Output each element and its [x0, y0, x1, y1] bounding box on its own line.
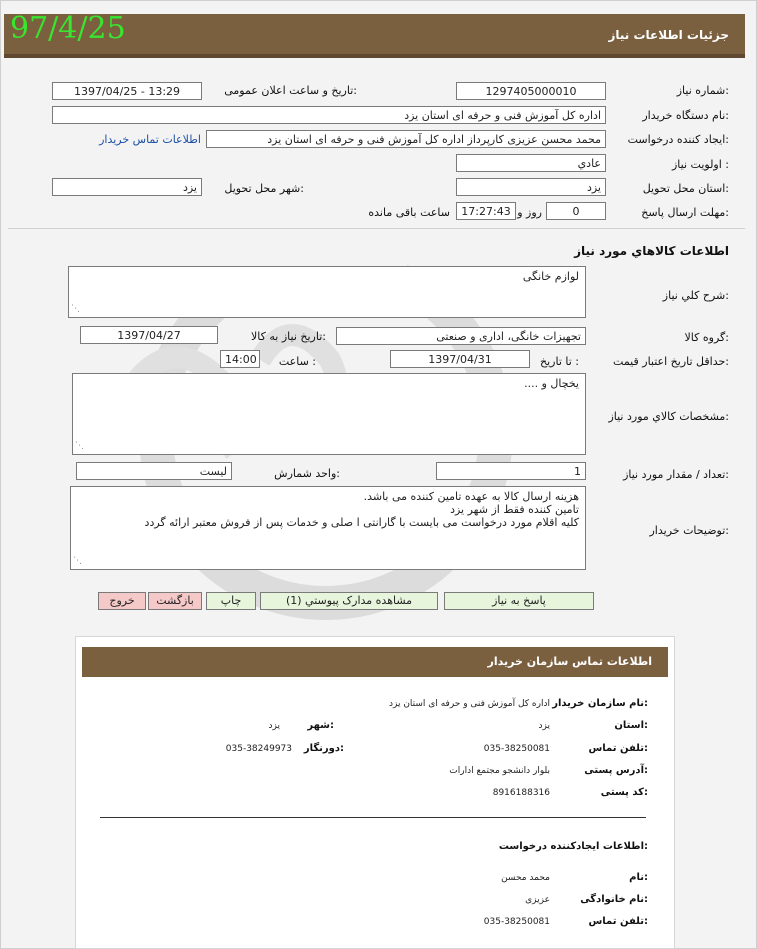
buyer-org-label: نام دستگاه خریدار: [642, 109, 729, 122]
goods-section-title: اطلاعات کالاهاي مورد نياز [574, 244, 729, 258]
card-city-value: یزد [268, 721, 280, 731]
qty-label: تعداد / مقدار مورد نیاز: [623, 468, 729, 481]
name-value: محمد محسن [501, 873, 550, 883]
contact-card-title: اطلاعات تماس سازمان خریدار [487, 655, 652, 668]
time-left-field[interactable]: 17:27:43 [456, 202, 516, 220]
buyer-org-field[interactable]: اداره کل آموزش فنی و حرفه ای استان یزد [52, 106, 606, 124]
contact-card-header [82, 647, 668, 677]
until-date-field[interactable]: 1397/04/31 [390, 350, 530, 368]
org-value: اداره کل آموزش فنی و حرفه ای استان یزد [388, 699, 550, 709]
unit-field[interactable]: لیست [76, 462, 232, 480]
print-button[interactable]: چاپ [206, 592, 256, 610]
time-left-label: ساعت باقی مانده [368, 206, 450, 219]
exit-button[interactable]: خروج [98, 592, 146, 610]
contact-info-link[interactable]: اطلاعات تماس خریدار [99, 133, 201, 146]
card-phone-label: تلفن تماس: [588, 743, 648, 754]
resize-grip-icon[interactable]: ⋰ [75, 441, 84, 451]
need-date-label: تاریخ نیاز به کالا: [251, 330, 326, 343]
reply-button[interactable]: پاسخ به نیاز [444, 592, 594, 610]
priority-label: اولویت نیاز : [671, 158, 729, 171]
card-province-label: استان: [614, 720, 648, 731]
contact-card [75, 636, 675, 949]
card-divider [100, 817, 646, 818]
date-stamp: 97/4/25 [10, 11, 126, 46]
back-button[interactable]: بازگشت [148, 592, 202, 610]
resize-grip-icon[interactable]: ⋰ [71, 304, 80, 314]
notes-line-2: تامین کننده فقط از شهر یزد [450, 503, 579, 516]
creator-phone-value: 035-38250081 [483, 917, 550, 927]
resize-grip-icon[interactable]: ⋰ [73, 556, 82, 566]
unit-label: واحد شمارش: [274, 467, 340, 480]
family-label: نام خانوادگی: [580, 894, 648, 905]
notes-line-1: هزینه ارسال کالا به عهده تامین کننده می باشد. [363, 490, 579, 503]
creator-label: ایجاد کننده درخواست: [627, 133, 729, 146]
card-province-value: یزد [538, 721, 550, 731]
view-docs-button[interactable]: مشاهده مدارک پیوستي (1) [260, 592, 438, 610]
address-label: آدرس پستی: [584, 765, 648, 776]
desc-textarea[interactable] [68, 266, 586, 318]
city-field[interactable]: یزد [52, 178, 202, 196]
qty-field[interactable]: 1 [436, 462, 586, 480]
postal-value: 8916188316 [492, 788, 550, 798]
announce-label: تاریخ و ساعت اعلان عمومی: [224, 84, 357, 97]
days-label: روز و [517, 206, 542, 219]
need-date-field[interactable]: 1397/04/27 [80, 326, 218, 344]
postal-label: کد پستی: [600, 787, 648, 798]
specs-textarea[interactable] [72, 373, 586, 455]
card-city-label: شهر: [307, 720, 334, 731]
priority-field[interactable]: عادي [456, 154, 606, 172]
creator-phone-label: تلفن تماس: [588, 916, 648, 927]
divider [8, 228, 745, 229]
days-field[interactable]: 0 [546, 202, 606, 220]
org-label: نام سازمان خریدار: [552, 698, 648, 709]
hour-label: ساعت : [278, 355, 316, 368]
specs-text: یخچال و .... [524, 377, 579, 390]
notes-label: توضيحات خريدار: [649, 524, 729, 537]
group-field[interactable]: تجهیزات خانگی، اداری و صنعتی [336, 327, 586, 345]
header-title: جزئیات اطلاعات نیاز [608, 28, 729, 42]
notes-line-3: کلیه اقلام مورد درخواست می بایست با گارانتی ا صلی و خدمات پس از فروش معتبر ارائه گردد [144, 516, 579, 529]
city-label: شهر محل تحویل: [224, 182, 304, 195]
name-label: نام: [629, 872, 648, 883]
creator-field[interactable]: محمد محسن عزیزی کارپرداز اداره کل آموزش فنی و حرفه ای استان یزد [206, 130, 606, 148]
notes-textarea[interactable] [70, 486, 586, 570]
need-number-field[interactable]: 1297405000010 [456, 82, 606, 100]
fax-value: 035-38249973 [225, 744, 292, 754]
address-value: بلوار دانشجو مجتمع ادارات [449, 766, 550, 776]
deadline-label: مهلت ارسال پاسخ: [641, 206, 729, 219]
province-field[interactable]: یزد [456, 178, 606, 196]
hour-field[interactable]: 14:00 [220, 350, 260, 368]
specs-label: مشخصات کالاي مورد نياز: [608, 410, 729, 423]
family-value: عزیزی [525, 895, 550, 905]
fax-label: دورنگار: [303, 743, 344, 754]
province-label: استان محل تحویل: [642, 182, 729, 195]
creator-info-title: اطلاعات ایجادکننده درخواست: [498, 841, 648, 852]
validity-label: حداقل تاریخ اعتبار قیمت: [613, 355, 729, 368]
card-phone-value: 035-38250081 [483, 744, 550, 754]
announce-field[interactable]: 1397/04/25 - 13:29 [52, 82, 202, 100]
until-date-label: تا تاریخ : [540, 355, 579, 368]
group-label: گروه کالا: [684, 331, 729, 344]
desc-text: لوازم خانگی [522, 270, 579, 283]
desc-label: شرح کلي نياز: [662, 289, 729, 302]
need-number-label: شماره نیاز: [676, 84, 729, 97]
